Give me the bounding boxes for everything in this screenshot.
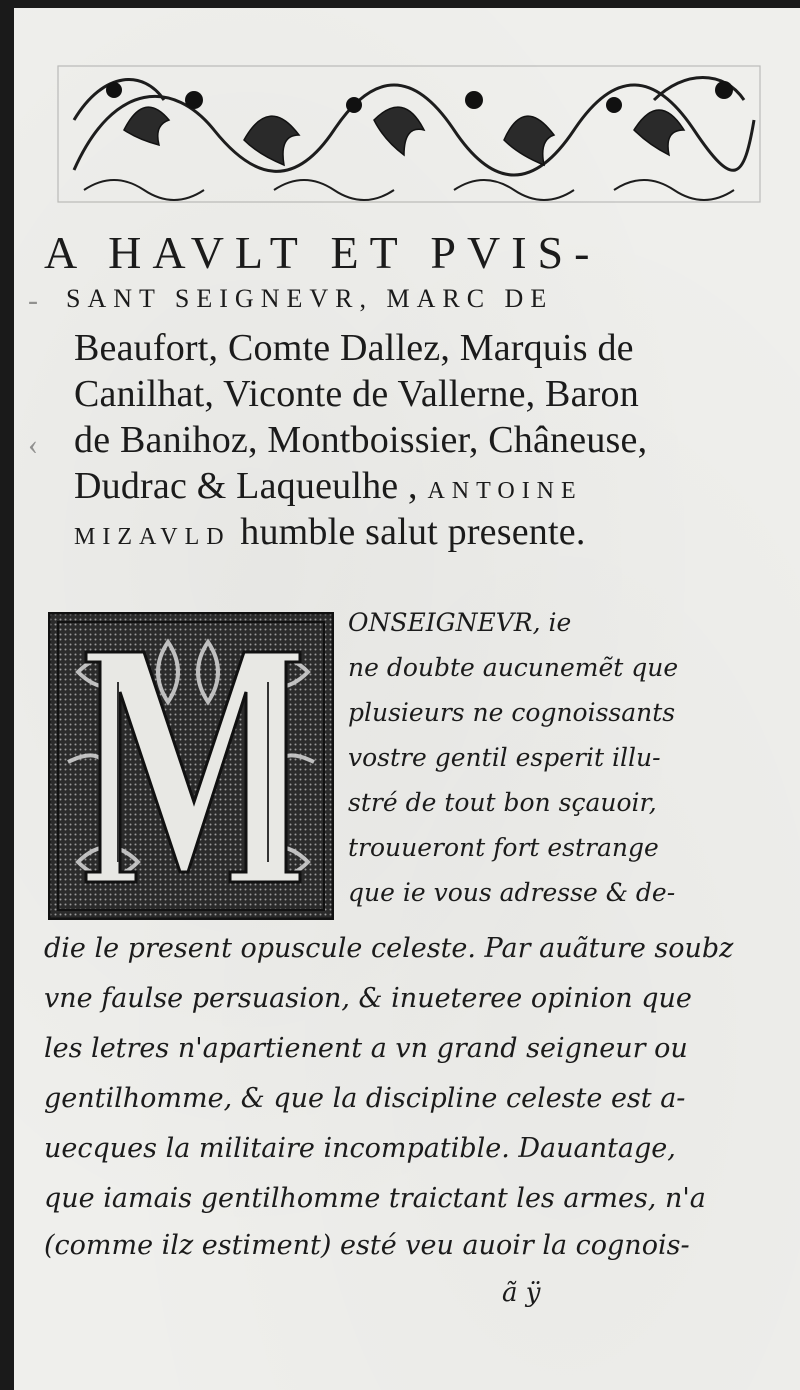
dedication-line-7: [74, 510, 586, 554]
dedication-line-1: A HAVLT ET PVIS-: [44, 227, 601, 278]
dedication-line-2: SANT SEIGNEVR, MARC DE: [66, 284, 554, 313]
body-line: ONSEIGNEVR, ie: [348, 608, 572, 637]
body-line: les letres n'apartienent a vn grand seigneur ou: [44, 1033, 688, 1064]
body-line: plusieurs ne cognoissants: [348, 698, 676, 727]
margin-mark: ‹: [28, 428, 38, 461]
body-line: stré de tout bon sçauoir,: [348, 788, 657, 817]
body-line: trouueront fort estrange: [348, 833, 659, 862]
margin-mark: -: [28, 284, 38, 317]
dedication-line-3: Beaufort, Comte Dallez, Marquis de: [74, 327, 634, 369]
decorated-initial-m: [48, 612, 334, 920]
dedication-line-6: [74, 464, 583, 508]
signature-mark: ã ÿ: [502, 1278, 541, 1308]
dedication-author-last: MIZAVLD: [74, 524, 231, 550]
body-line: vne faulse persuasion, & inueteree opinion que: [44, 983, 692, 1014]
body-line: uecques la militaire incompatible. Dauantage,: [44, 1133, 676, 1164]
dedication-author-first: ANTOINE: [427, 478, 583, 504]
body-line: die le present opuscule celeste. Par auãture soubz: [44, 933, 734, 964]
body-line: gentilhomme, & que la discipline celeste est a-: [44, 1083, 686, 1114]
body-line: que iamais gentilhomme traictant les armes, n'a: [44, 1183, 706, 1214]
dedication-line-6-text: Dudrac & Laqueulhe ,: [74, 465, 418, 507]
dedication-line-5: de Banihoz, Montboissier, Châneuse,: [74, 419, 648, 461]
body-line: (comme ilz estiment) esté veu auoir la cognois-: [44, 1230, 690, 1261]
body-line: que ie vous adresse & de-: [348, 878, 676, 907]
dedication-line-4: Canilhat, Viconte de Vallerne, Baron: [74, 373, 639, 415]
book-page: [14, 8, 800, 1390]
body-line: vostre gentil esperit illu-: [348, 743, 661, 772]
floral-headpiece-ornament: [54, 60, 764, 210]
dedication-line-7-text: humble salut presente.: [240, 511, 586, 553]
body-line: ne doubte aucunemẽt que: [348, 653, 679, 682]
